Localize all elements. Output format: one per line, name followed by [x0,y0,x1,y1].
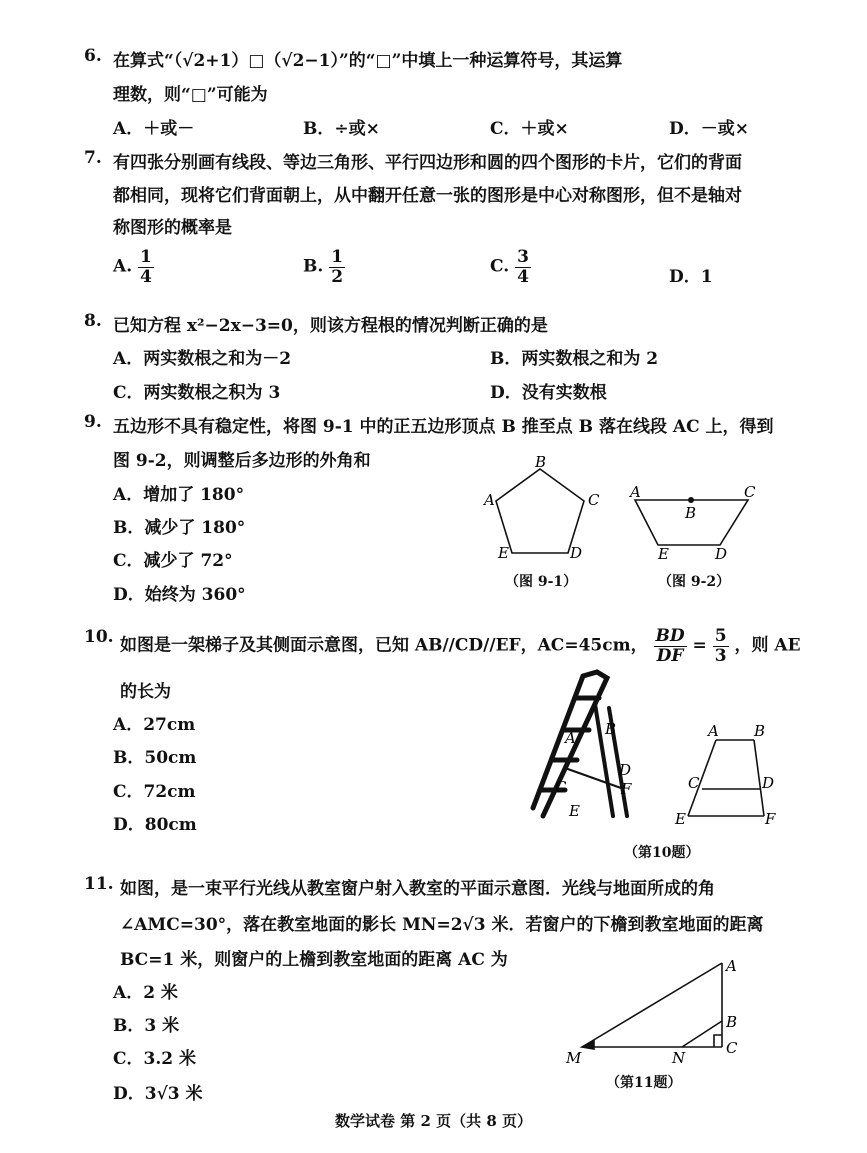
question-11-option-d: D．3√3 米 [113,1084,203,1104]
question-7-line-2: 都相同，现将它们背面朝上，从中翻开任意一张的图形是中心对称图形，但不是轴对 [113,186,742,206]
question-11-option-b: B．3 米 [113,1016,180,1036]
ladder-picture [533,672,627,816]
question-10-line-2: 的长为 [120,682,171,702]
question-11-line-1: 如图，是一束平行光线从教室窗户射入教室的平面示意图．光线与地面所成的角 [120,879,715,899]
figure-9-diagrams [480,455,780,570]
question-11-option-c: C．3.2 米 [113,1049,197,1069]
value-fraction: $\frac{5}{3}$ [714,626,727,666]
question-6-number: 6. [84,46,102,66]
question-9-option-d: D．始终为 360° [113,585,246,605]
question-11-line-3: BC=1 米，则窗户的上檐到教室地面的距离 AC 为 [120,950,508,970]
question-10-option-c: C．72cm [113,782,196,802]
question-9-line-1: 五边形不具有稳定性，将图 9-1 中的正五边形顶点 B 推至点 B 落在线段 AC 上，得到 [113,417,774,437]
question-7-option-c [490,248,531,286]
label-d: D [570,544,583,562]
question-9-line-2: 图 9-2，则调整后多边形的外角和 [113,451,371,471]
figure-10-caption: （第10题） [624,845,700,861]
label-a: A [708,722,719,740]
label-e: E [658,545,669,563]
label-a: A [565,729,576,747]
question-9-option-c: C．减少了 72° [113,551,233,571]
label-d: D [762,774,775,792]
question-6-option-c: C．＋或× [490,119,569,139]
question-7-option-b [303,248,345,286]
label-f: F [621,780,632,798]
question-10-line-1 [120,627,801,665]
question-10-option-a: A．27cm [113,715,196,735]
question-9-number: 9. [84,412,102,432]
label-c: C [688,774,700,792]
label-c: C [588,491,600,509]
question-7-line-1: 有四张分别画有线段、等边三角形、平行四边形和圆的四个图形的卡片，它们的背面 [113,153,742,173]
option-letter: C. [490,256,510,277]
fraction: $\frac{3}{4}$ [517,247,529,287]
equals-sign: = [692,635,707,656]
label-e: E [675,810,686,828]
label-b: B [685,504,697,522]
label-c: C [744,483,756,501]
label-b: B [605,720,617,738]
label-m: M [566,1049,582,1065]
question-10-option-b: B．50cm [113,748,197,768]
question-6-option-d: D．－或× [669,119,749,139]
figure-11-caption: （第11题） [606,1075,682,1091]
ladder-figures [525,668,795,838]
line-text: ，则 AE [734,635,801,656]
question-10-number: 10. [84,627,114,647]
label-n: N [672,1049,686,1065]
question-7-number: 7. [84,148,102,168]
question-6-line-2: 理数，则“□”可能为 [113,85,268,105]
figure-9-1-caption: （图 9-1） [505,574,578,590]
question-8-option-a: A．两实数根之和为－2 [113,349,292,369]
label-b: B [726,1013,738,1031]
ratio-fraction: $\frac{BD}{DF}$ [655,626,685,666]
label-c: C [555,778,567,796]
question-11-option-a: A．2 米 [113,983,178,1003]
point-b [688,497,694,503]
label-e: E [498,544,509,562]
option-letter: A. [113,256,133,277]
fraction: $\frac{1}{2}$ [331,247,344,287]
question-7-option-d: D．1 [669,267,713,287]
question-9-option-b: B．减少了 180° [113,518,246,538]
question-8-number: 8. [84,311,102,331]
question-7-option-a [113,248,154,286]
question-8-option-d: D．没有实数根 [490,383,607,403]
label-a: A [630,483,641,501]
fraction: $\frac{1}{4}$ [140,247,152,287]
question-7-line-3: 称图形的概率是 [113,218,232,238]
question-11-line-2: ∠AMC=30°，落在教室地面的影长 MN=2√3 米．若窗户的下檐到教室地面的距离 [120,915,764,935]
label-b: B [754,722,766,740]
question-8-line-1: 已知方程 x²−2x−3=0，则该方程根的情况判断正确的是 [113,316,548,336]
label-a: A [484,491,495,509]
label-e: E [569,802,580,820]
figure-9-2-caption: （图 9-2） [658,574,731,590]
line-text: 如图是一架梯子及其侧面示意图，已知 AB//CD//EF，AC=45cm， [120,635,648,656]
question-6-line-1: 在算式“（√2+1）□（√2−1）”的“□”中填上一种运算符号，其运算 [113,51,623,71]
question-10-option-d: D．80cm [113,815,197,835]
label-d: D [619,761,632,779]
label-d: D [715,545,728,563]
page-footer: 数学试卷 第 2 页（共 8 页） [335,1112,532,1130]
question-8-option-b: B．两实数根之和为 2 [490,349,659,369]
option-letter: B. [303,256,324,277]
regular-pentagon [496,469,584,553]
question-8-option-c: C．两实数根之积为 3 [113,383,281,403]
light-ray-diagram [582,963,722,1049]
label-c: C [726,1039,738,1057]
question-9-option-a: A．增加了 180° [113,485,245,505]
question-11-number: 11. [84,874,114,894]
label-f: F [765,810,776,828]
question-6-option-b: B．÷或× [303,119,380,139]
figure-11-diagram [560,955,760,1065]
label-b: B [535,455,547,471]
question-6-option-a: A．＋或－ [113,119,195,139]
label-a: A [726,957,737,975]
